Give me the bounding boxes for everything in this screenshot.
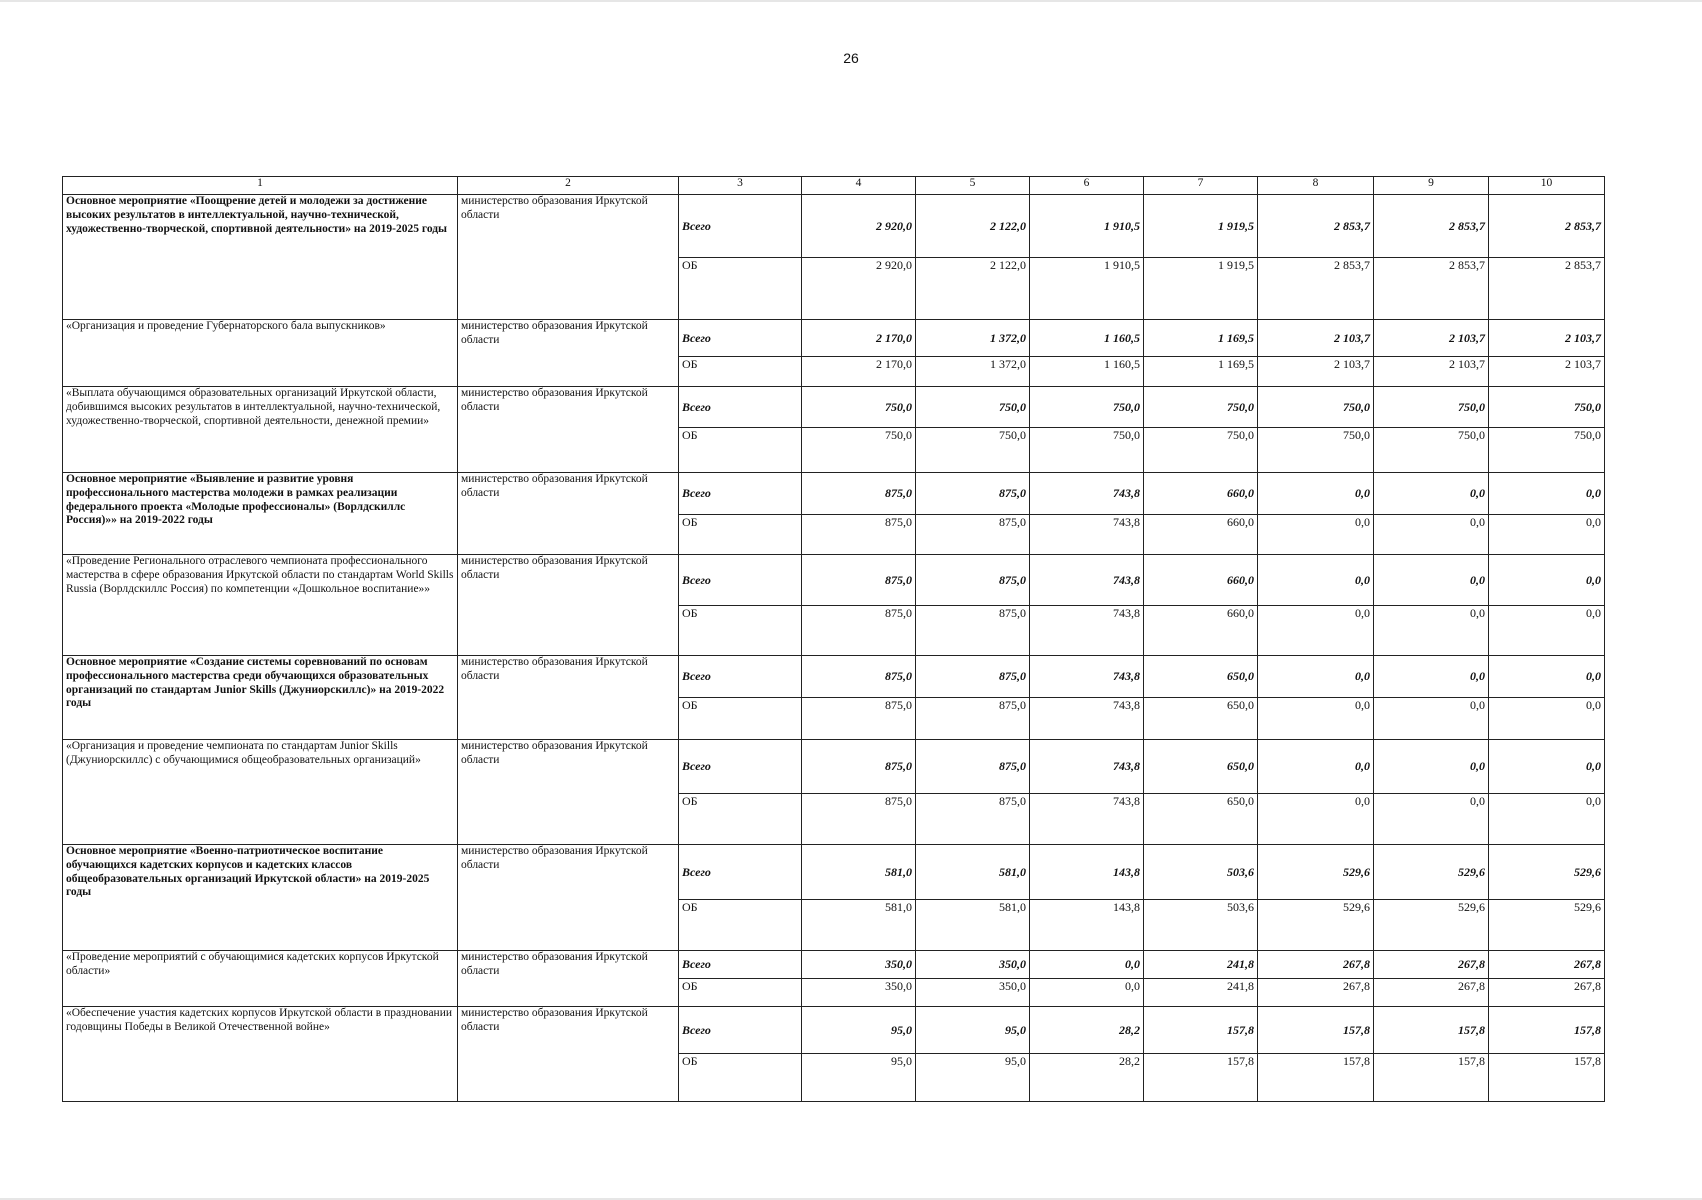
ob-value: 0,0 [1258,698,1374,740]
total-value: 875,0 [802,656,916,698]
total-value: 0,0 [1258,473,1374,515]
total-value: 650,0 [1144,656,1258,698]
executor: министерство образования Иркутской области [458,320,679,387]
ob-value: 581,0 [916,900,1030,951]
ob-value: 1 372,0 [916,357,1030,387]
total-value: 1 372,0 [916,320,1030,357]
total-value: 875,0 [802,555,916,606]
column-number: 3 [679,177,802,195]
ob-value: 650,0 [1144,794,1258,845]
total-value: 350,0 [916,951,1030,979]
ob-value: 743,8 [1030,515,1144,555]
total-value: 0,0 [1489,740,1605,794]
total-value: 0,0 [1489,656,1605,698]
ob-value: 750,0 [1030,428,1144,473]
executor: министерство образования Иркутской области [458,195,679,320]
funding-source-ob: ОБ [679,258,802,320]
ob-value: 157,8 [1489,1054,1605,1102]
ob-value: 743,8 [1030,794,1144,845]
ob-value: 581,0 [802,900,916,951]
funding-source-total: Всего [679,555,802,606]
total-value: 875,0 [802,740,916,794]
total-value: 157,8 [1374,1007,1489,1054]
column-number: 2 [458,177,679,195]
funding-table [62,176,1605,1102]
executor: министерство образования Иркутской области [458,740,679,845]
ob-value: 1 910,5 [1030,258,1144,320]
measure-name: Основное мероприятие «Поощрение детей и молодежи за достижение высоких результатов в интеллектуальной, научно-технической, художественно-творческой, спортивной деятельности» на 2019-2025 годы [63,195,458,320]
total-value: 2 853,7 [1374,195,1489,258]
measure-name: Основное мероприятие «Выявление и развитие уровня профессионального мастерства молодежи в рамках реализации федерального проекта «Молодые профессионалы» (Ворлдскиллс Россия)»» на 2019-2022 годы [63,473,458,555]
total-value: 875,0 [916,555,1030,606]
ob-value: 660,0 [1144,515,1258,555]
funding-source-total: Всего [679,387,802,428]
ob-value: 529,6 [1489,900,1605,951]
ob-value: 875,0 [916,606,1030,656]
ob-value: 0,0 [1489,515,1605,555]
measure-name: Основное мероприятие «Создание системы соревнований по основам профессионального мастерства среди обучающихся образовательных организаций по стандартам Junior Skills (Джуниорскиллс)» на 2019-2022 годы [63,656,458,740]
ob-value: 95,0 [916,1054,1030,1102]
funding-source-ob: ОБ [679,698,802,740]
ob-value: 875,0 [802,515,916,555]
ob-value: 875,0 [916,515,1030,555]
ob-value: 157,8 [1374,1054,1489,1102]
table-row-total [63,845,1605,900]
total-value: 2 920,0 [802,195,916,258]
measure-name: «Проведение мероприятий с обучающимися кадетских корпусов Иркутской области» [63,951,458,1007]
funding-source-total: Всего [679,656,802,698]
ob-value: 28,2 [1030,1054,1144,1102]
table-row-total [63,555,1605,606]
funding-source-ob: ОБ [679,979,802,1007]
total-value: 743,8 [1030,555,1144,606]
funding-source-total: Всего [679,473,802,515]
table-row-total [63,473,1605,515]
total-value: 241,8 [1144,951,1258,979]
total-value: 743,8 [1030,656,1144,698]
ob-value: 0,0 [1489,606,1605,656]
ob-value: 0,0 [1258,515,1374,555]
funding-source-total: Всего [679,320,802,357]
column-number: 9 [1374,177,1489,195]
measure-name: «Обеспечение участия кадетских корпусов Иркутской области в праздновании годовщины Победы в Великой Отечественной войне» [63,1007,458,1102]
total-value: 650,0 [1144,740,1258,794]
ob-value: 1 169,5 [1144,357,1258,387]
table-row-total [63,656,1605,698]
executor: министерство образования Иркутской области [458,656,679,740]
total-value: 0,0 [1489,555,1605,606]
ob-value: 157,8 [1144,1054,1258,1102]
column-number: 4 [802,177,916,195]
page-number: 26 [843,50,859,66]
ob-value: 350,0 [802,979,916,1007]
table-row-total [63,740,1605,794]
total-value: 2 170,0 [802,320,916,357]
total-value: 0,0 [1374,656,1489,698]
total-value: 750,0 [1030,387,1144,428]
total-value: 267,8 [1258,951,1374,979]
total-value: 2 122,0 [916,195,1030,258]
ob-value: 503,6 [1144,900,1258,951]
executor: министерство образования Иркутской области [458,951,679,1007]
ob-value: 750,0 [916,428,1030,473]
ob-value: 2 103,7 [1374,357,1489,387]
ob-value: 0,0 [1030,979,1144,1007]
measure-name: «Организация и проведение Губернаторского бала выпускников» [63,320,458,387]
total-value: 0,0 [1258,555,1374,606]
executor: министерство образования Иркутской области [458,1007,679,1102]
table-row-total [63,195,1605,258]
total-value: 2 103,7 [1489,320,1605,357]
total-value: 743,8 [1030,740,1144,794]
total-value: 2 853,7 [1258,195,1374,258]
total-value: 750,0 [1489,387,1605,428]
ob-value: 650,0 [1144,698,1258,740]
ob-value: 0,0 [1374,606,1489,656]
column-number: 8 [1258,177,1374,195]
ob-value: 95,0 [802,1054,916,1102]
ob-value: 743,8 [1030,698,1144,740]
executor: министерство образования Иркутской области [458,845,679,951]
column-number: 7 [1144,177,1258,195]
total-value: 157,8 [1258,1007,1374,1054]
ob-value: 241,8 [1144,979,1258,1007]
total-value: 0,0 [1258,740,1374,794]
table-row-total [63,320,1605,357]
ob-value: 529,6 [1374,900,1489,951]
total-value: 2 103,7 [1258,320,1374,357]
ob-value: 143,8 [1030,900,1144,951]
funding-source-ob: ОБ [679,357,802,387]
total-value: 143,8 [1030,845,1144,900]
total-value: 529,6 [1374,845,1489,900]
total-value: 750,0 [1258,387,1374,428]
ob-value: 529,6 [1258,900,1374,951]
ob-value: 2 853,7 [1374,258,1489,320]
total-value: 1 910,5 [1030,195,1144,258]
ob-value: 750,0 [1374,428,1489,473]
funding-source-ob: ОБ [679,794,802,845]
measure-name: «Проведение Регионального отраслевого чемпионата профессионального мастерства в сфере образования Иркутской области по стандартам World Skills Russia (Ворлдскиллс Россия) по компетенции «Дошкольное воспитание»» [63,555,458,656]
ob-value: 267,8 [1374,979,1489,1007]
ob-value: 0,0 [1258,794,1374,845]
ob-value: 0,0 [1374,794,1489,845]
total-value: 350,0 [802,951,916,979]
ob-value: 0,0 [1258,606,1374,656]
total-value: 529,6 [1489,845,1605,900]
funding-source-total: Всего [679,951,802,979]
column-number: 6 [1030,177,1144,195]
total-value: 0,0 [1030,951,1144,979]
ob-value: 350,0 [916,979,1030,1007]
funding-source-ob: ОБ [679,900,802,951]
total-value: 0,0 [1374,555,1489,606]
ob-value: 875,0 [916,698,1030,740]
table-body [63,177,1605,1102]
total-value: 157,8 [1489,1007,1605,1054]
column-number: 5 [916,177,1030,195]
total-value: 0,0 [1258,656,1374,698]
measure-name: «Организация и проведение чемпионата по стандартам Junior Skills (Джуниорскиллс) с обучающимися общеобразовательных организаций» [63,740,458,845]
funding-source-total: Всего [679,845,802,900]
ob-value: 267,8 [1489,979,1605,1007]
ob-value: 750,0 [1258,428,1374,473]
scan-top-edge [0,0,1702,2]
total-value: 2 103,7 [1374,320,1489,357]
ob-value: 0,0 [1489,698,1605,740]
total-value: 875,0 [916,656,1030,698]
column-number-row [63,177,1605,195]
executor: министерство образования Иркутской области [458,473,679,555]
ob-value: 1 160,5 [1030,357,1144,387]
table-row-total [63,1007,1605,1054]
total-value: 1 919,5 [1144,195,1258,258]
total-value: 503,6 [1144,845,1258,900]
total-value: 750,0 [1374,387,1489,428]
funding-source-ob: ОБ [679,428,802,473]
total-value: 743,8 [1030,473,1144,515]
ob-value: 875,0 [916,794,1030,845]
ob-value: 2 103,7 [1489,357,1605,387]
ob-value: 0,0 [1374,515,1489,555]
total-value: 267,8 [1489,951,1605,979]
total-value: 875,0 [802,473,916,515]
table-row-total [63,387,1605,428]
measure-name: «Выплата обучающимся образовательных организаций Иркутской области, добившимся высоких результатов в интеллектуальной, научно-технической, художественно-творческой, спортивной деятельности, денежной премии» [63,387,458,473]
ob-value: 2 103,7 [1258,357,1374,387]
ob-value: 2 122,0 [916,258,1030,320]
funding-source-ob: ОБ [679,515,802,555]
funding-source-ob: ОБ [679,606,802,656]
total-value: 750,0 [1144,387,1258,428]
ob-value: 2 920,0 [802,258,916,320]
total-value: 1 160,5 [1030,320,1144,357]
ob-value: 750,0 [1489,428,1605,473]
funding-source-total: Всего [679,740,802,794]
column-number: 10 [1489,177,1605,195]
total-value: 95,0 [802,1007,916,1054]
funding-source-total: Всего [679,195,802,258]
total-value: 750,0 [802,387,916,428]
ob-value: 1 919,5 [1144,258,1258,320]
ob-value: 743,8 [1030,606,1144,656]
ob-value: 875,0 [802,606,916,656]
column-number: 1 [63,177,458,195]
table-row-total [63,951,1605,979]
ob-value: 875,0 [802,698,916,740]
total-value: 660,0 [1144,473,1258,515]
total-value: 581,0 [802,845,916,900]
total-value: 529,6 [1258,845,1374,900]
ob-value: 660,0 [1144,606,1258,656]
ob-value: 157,8 [1258,1054,1374,1102]
total-value: 157,8 [1144,1007,1258,1054]
funding-source-total: Всего [679,1007,802,1054]
total-value: 2 853,7 [1489,195,1605,258]
ob-value: 875,0 [802,794,916,845]
total-value: 0,0 [1489,473,1605,515]
ob-value: 2 853,7 [1489,258,1605,320]
funding-source-ob: ОБ [679,1054,802,1102]
ob-value: 750,0 [802,428,916,473]
ob-value: 2 853,7 [1258,258,1374,320]
total-value: 581,0 [916,845,1030,900]
executor: министерство образования Иркутской области [458,555,679,656]
total-value: 660,0 [1144,555,1258,606]
total-value: 750,0 [916,387,1030,428]
total-value: 1 169,5 [1144,320,1258,357]
total-value: 875,0 [916,740,1030,794]
ob-value: 2 170,0 [802,357,916,387]
ob-value: 267,8 [1258,979,1374,1007]
executor: министерство образования Иркутской области [458,387,679,473]
ob-value: 0,0 [1374,698,1489,740]
ob-value: 750,0 [1144,428,1258,473]
measure-name: Основное мероприятие «Военно-патриотическое воспитание обучающихся кадетских корпусов и кадетских классов общеобразовательных организаций Иркутской области» на 2019-2025 годы [63,845,458,951]
ob-value: 0,0 [1489,794,1605,845]
total-value: 875,0 [916,473,1030,515]
total-value: 267,8 [1374,951,1489,979]
total-value: 95,0 [916,1007,1030,1054]
total-value: 0,0 [1374,473,1489,515]
total-value: 28,2 [1030,1007,1144,1054]
total-value: 0,0 [1374,740,1489,794]
